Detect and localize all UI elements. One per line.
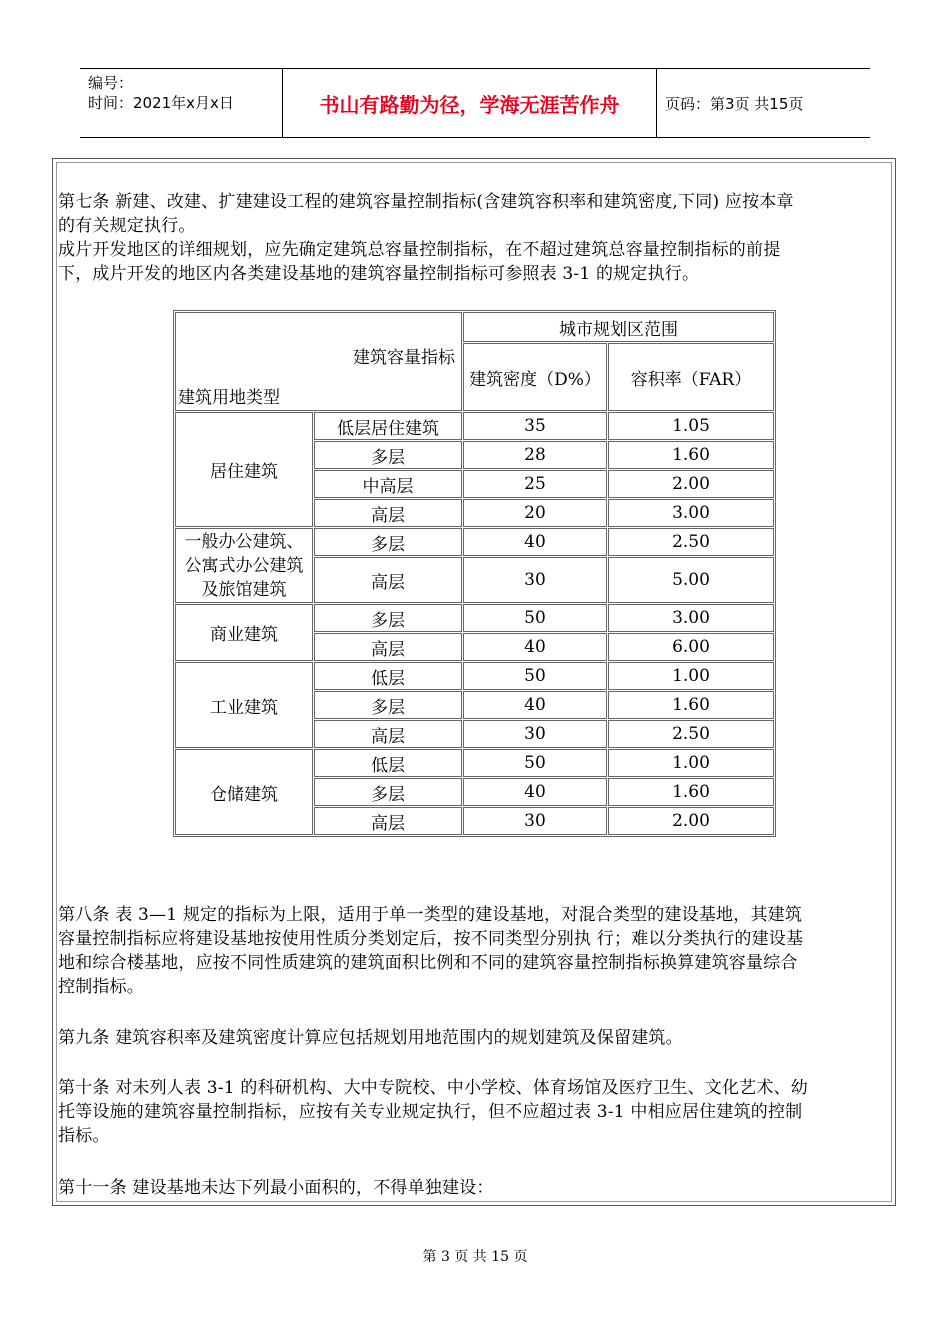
number-label: 编号： <box>88 74 134 92</box>
category-cell: 仓储建筑 <box>175 749 313 835</box>
category-cell: 工业建筑 <box>175 662 313 748</box>
density-cell: 35 <box>463 412 607 440</box>
far-cell: 3.00 <box>608 499 774 527</box>
sub-cell: 中高层 <box>314 470 462 498</box>
sub-cell: 低层 <box>314 662 462 690</box>
far-cell: 1.00 <box>608 662 774 690</box>
sub-cell: 多层 <box>314 528 462 556</box>
sub-cell: 高层 <box>314 807 462 835</box>
header-motto: 书山有路勤为径，学海无涯苦作舟 <box>319 92 620 117</box>
table-row <box>175 662 774 690</box>
col-header-far: 容积率（FAR） <box>608 343 774 411</box>
category-cell <box>175 528 313 603</box>
sub-cell: 高层 <box>314 633 462 661</box>
density-cell: 40 <box>463 528 607 556</box>
density-cell: 30 <box>463 557 607 603</box>
far-cell: 2.00 <box>608 470 774 498</box>
far-cell: 1.60 <box>608 691 774 719</box>
far-cell: 1.05 <box>608 412 774 440</box>
table-row <box>175 412 774 440</box>
table-row <box>175 749 774 777</box>
density-cell: 50 <box>463 604 607 632</box>
far-cell: 1.60 <box>608 778 774 806</box>
category-line: 公寓式办公建筑 <box>184 555 304 576</box>
text-line: 下，成片开发的地区内各类建设基地的建筑容量控制指标可参照表 3-1 的规定执行。 <box>58 264 700 284</box>
sub-cell: 低层 <box>314 749 462 777</box>
sub-cell: 低层居住建筑 <box>314 412 462 440</box>
text-line: 指标。 <box>58 1126 110 1146</box>
sub-cell: 高层 <box>314 720 462 748</box>
text-line: 容量控制指标应将建设基地按使用性质分类划定后，按不同类型分别执 行；难以分类执行的建设基 <box>58 929 804 949</box>
text-line: 地和综合楼基地，应按不同性质建筑的建筑面积比例和不同的建筑容量控制指标换算建筑容量综合 <box>58 953 798 973</box>
far-cell: 1.60 <box>608 441 774 469</box>
density-cell: 30 <box>463 807 607 835</box>
article-11: 第十一条 建设基地未达下列最小面积的，不得单独建设： <box>58 1178 494 1198</box>
col-header-density: 建筑密度（D%） <box>463 343 607 411</box>
text-line: 第十条 对未列人表 3-1 的科研机构、大中专院校、中小学校、体育场馆及医疗卫生、文化艺术、幼 <box>58 1078 808 1098</box>
category-cell: 商业建筑 <box>175 604 313 661</box>
density-cell: 40 <box>463 691 607 719</box>
sub-cell: 多层 <box>314 441 462 469</box>
density-cell: 20 <box>463 499 607 527</box>
page-header <box>80 68 870 138</box>
far-cell: 2.00 <box>608 807 774 835</box>
category-cell: 居住建筑 <box>175 412 313 527</box>
density-cell: 30 <box>463 720 607 748</box>
corner-bottom-label: 建筑用地类型 <box>178 388 280 408</box>
sub-cell: 多层 <box>314 778 462 806</box>
sub-cell: 多层 <box>314 691 462 719</box>
far-cell: 6.00 <box>608 633 774 661</box>
density-cell: 50 <box>463 662 607 690</box>
table-row <box>175 604 774 632</box>
text-line: 控制指标。 <box>58 977 144 997</box>
sub-cell: 多层 <box>314 604 462 632</box>
article-10 <box>58 1076 894 1148</box>
sub-cell: 高层 <box>314 557 462 603</box>
category-line: 及旅馆建筑 <box>201 579 287 600</box>
text-line: 第七条 新建、改建、扩建建设工程的建筑容量控制指标(含建筑容积率和建筑密度,下同) 应按本章 <box>58 192 794 212</box>
table-row <box>175 528 774 556</box>
density-cell: 28 <box>463 441 607 469</box>
density-cell: 40 <box>463 633 607 661</box>
far-cell: 2.50 <box>608 720 774 748</box>
header-page-info: 页码：第3页 共15页 <box>665 94 804 113</box>
text-line: 第八条 表 3—1 规定的指标为上限，适用于单一类型的建设基地，对混合类型的建设基地，其建筑 <box>58 905 803 925</box>
category-line: 一般办公建筑、 <box>184 531 304 552</box>
time-label: 时间：2021年x月x日 <box>88 94 234 112</box>
density-cell: 25 <box>463 470 607 498</box>
text-line: 成片开发地区的详细规划，应先确定建筑总容量控制指标，在不超过建筑总容量控制指标的前提 <box>58 240 781 260</box>
header-divider <box>656 69 657 137</box>
page-footer: 第 3 页 共 15 页 <box>422 1249 528 1265</box>
far-cell: 5.00 <box>608 557 774 603</box>
table-corner <box>175 312 462 411</box>
header-meta <box>88 73 234 113</box>
far-cell: 1.00 <box>608 749 774 777</box>
capacity-table <box>173 310 776 837</box>
corner-top-label: 建筑容量指标 <box>353 348 455 368</box>
density-cell: 50 <box>463 749 607 777</box>
density-cell: 40 <box>463 778 607 806</box>
text-line: 托等设施的建筑容量控制指标，应按有关专业规定执行，但不应超过表 3-1 中相应居住建筑的控制 <box>58 1102 803 1122</box>
article-7 <box>58 190 894 286</box>
text-line: 的有关规定执行。 <box>58 216 196 236</box>
article-8 <box>58 903 894 999</box>
sub-cell: 高层 <box>314 499 462 527</box>
article-9: 第九条 建筑容积率及建筑密度计算应包括规划用地范围内的规划建筑及保留建筑。 <box>58 1028 683 1048</box>
group-header: 城市规划区范围 <box>463 312 774 342</box>
far-cell: 2.50 <box>608 528 774 556</box>
far-cell: 3.00 <box>608 604 774 632</box>
